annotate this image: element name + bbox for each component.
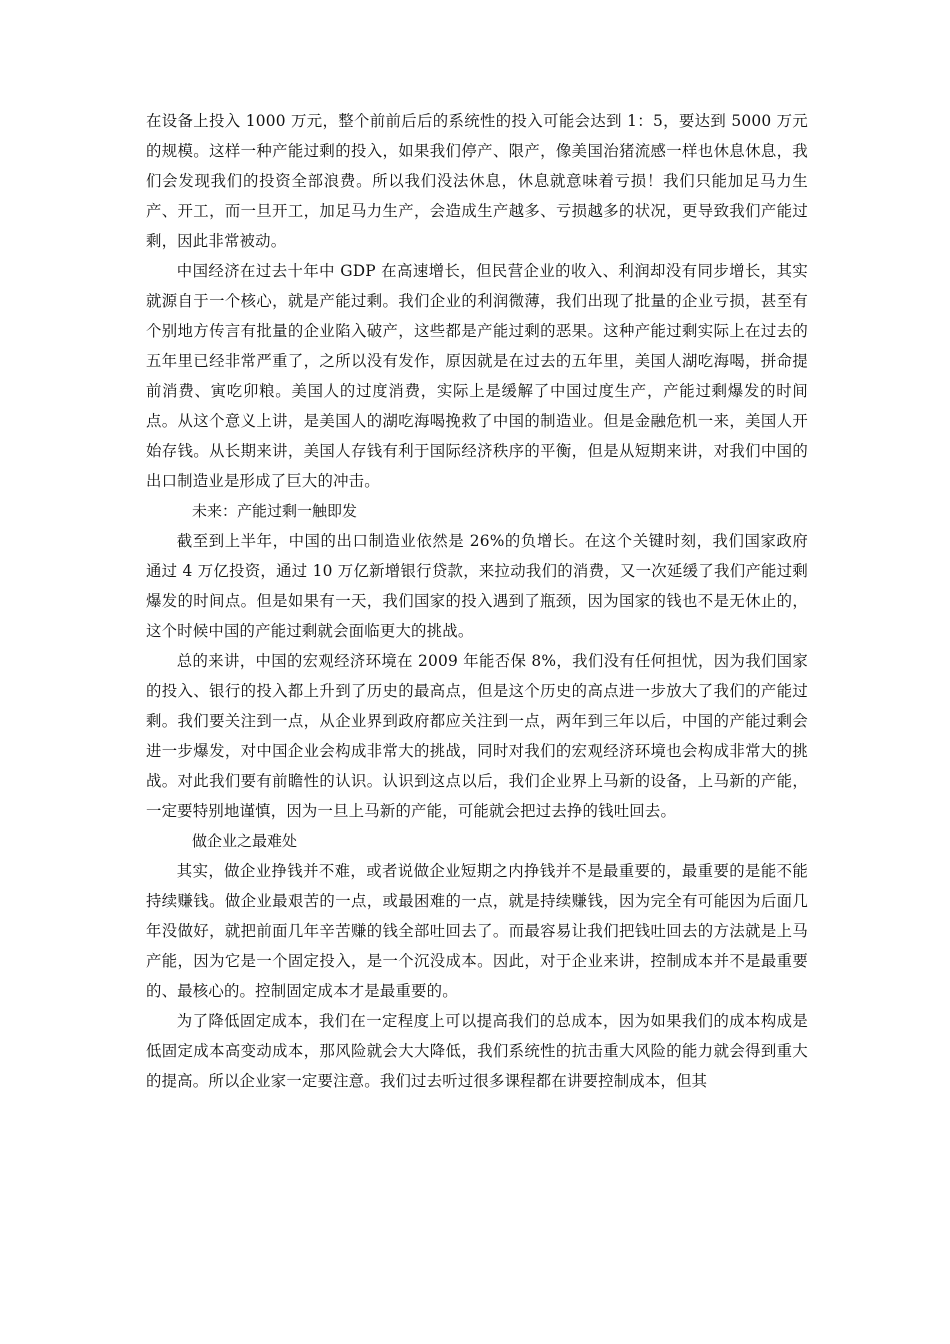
paragraph-macro-economy: 总的来讲，中国的宏观经济环境在 2009 年能否保 8%，我们没有任何担忧，因为我们国家的投入、银行的投入都上升到了历史的最高点，但是这个历史的高点进一步放大了我们的产能过剩。我们要关注到一点，从企业界到政府都应关注到一点，两年到三年以后，中国的产能过剩会进一步爆发，对中国企业会构成非常大的挑战，同时对我们的宏观经济环境也会构成非常大的挑战。对此我们要有前瞻性的认识。认识到这点以后，我们企业界上马新的设备，上马新的产能，一定要特别地谨慎，因为一旦上马新的产能，可能就会把过去挣的钱吐回去。 [146,652,808,820]
section-heading-future: 未来：产能过剩一触即发 [192,502,358,520]
section-heading-hardest-part: 做企业之最难处 [192,832,298,850]
paragraph-export-manufacturing: 截至到上半年，中国的出口制造业依然是 26%的负增长。在这个关键时刻，我们国家政府通过 4 万亿投资，通过 10 万亿新增银行贷款，来拉动我们的消费，又一次延缓了我们产能过剩爆发的时间点。但是如果有一天，我们国家的投入遇到了瓶颈，因为国家的钱也不是无休止的，这个时候中国的产能过剩就会面临更大的挑战。 [146,532,808,640]
paragraph-investment-waste: 在设备上投入 1000 万元，整个前前后后的系统性的投入可能会达到 1：5，要达到 5000 万元的规模。这样一种产能过剩的投入，如果我们停产、限产，像美国治猪流感一样也休息休息，我们会发现我们的投资全部浪费。所以我们没法休息，休息就意味着亏损！我们只能加足马力生产、开工，而一旦开工，加足马力生产，会造成生产越多、亏损越多的状况，更导致我们产能过剩，因此非常被动。 [146,112,808,250]
document-body [146,106,808,1096]
paragraph-gdp-overcapacity: 中国经济在过去十年中 GDP 在高速增长，但民营企业的收入、利润却没有同步增长，其实就源自于一个核心，就是产能过剩。我们企业的利润微薄，我们出现了批量的企业亏损，甚至有个别地方传言有批量的企业陷入破产，这些都是产能过剩的恶果。这种产能过剩实际上在过去的五年里已经非常严重了，之所以没有发作，原因就是在过去的五年里，美国人湖吃海喝，拼命提前消费、寅吃卯粮。美国人的过度消费，实际上是缓解了中国过度生产，产能过剩爆发的时间点。从这个意义上讲，是美国人的湖吃海喝挽救了中国的制造业。但是金融危机一来，美国人开始存钱。从长期来讲，美国人存钱有利于国际经济秩序的平衡，但是从短期来讲，对我们中国的出口制造业是形成了巨大的冲击。 [146,262,808,490]
paragraph-fixed-cost: 为了降低固定成本，我们在一定程度上可以提高我们的总成本，因为如果我们的成本构成是低固定成本高变动成本，那风险就会大大降低，我们系统性的抗击重大风险的能力就会得到重大的提高。所以企业家一定要注意。我们过去听过很多课程都在讲要控制成本，但其 [146,1012,808,1090]
paragraph-sustained-profit: 其实，做企业挣钱并不难，或者说做企业短期之内挣钱并不是最重要的，最重要的是能不能持续赚钱。做企业最艰苦的一点，或最困难的一点，就是持续赚钱，因为完全有可能因为后面几年没做好，就把前面几年辛苦赚的钱全部吐回去了。而最容易让我们把钱吐回去的方法就是上马产能，因为它是一个固定投入，是一个沉没成本。因此，对于企业来讲，控制成本并不是最重要的、最核心的。控制固定成本才是最重要的。 [146,862,808,1000]
